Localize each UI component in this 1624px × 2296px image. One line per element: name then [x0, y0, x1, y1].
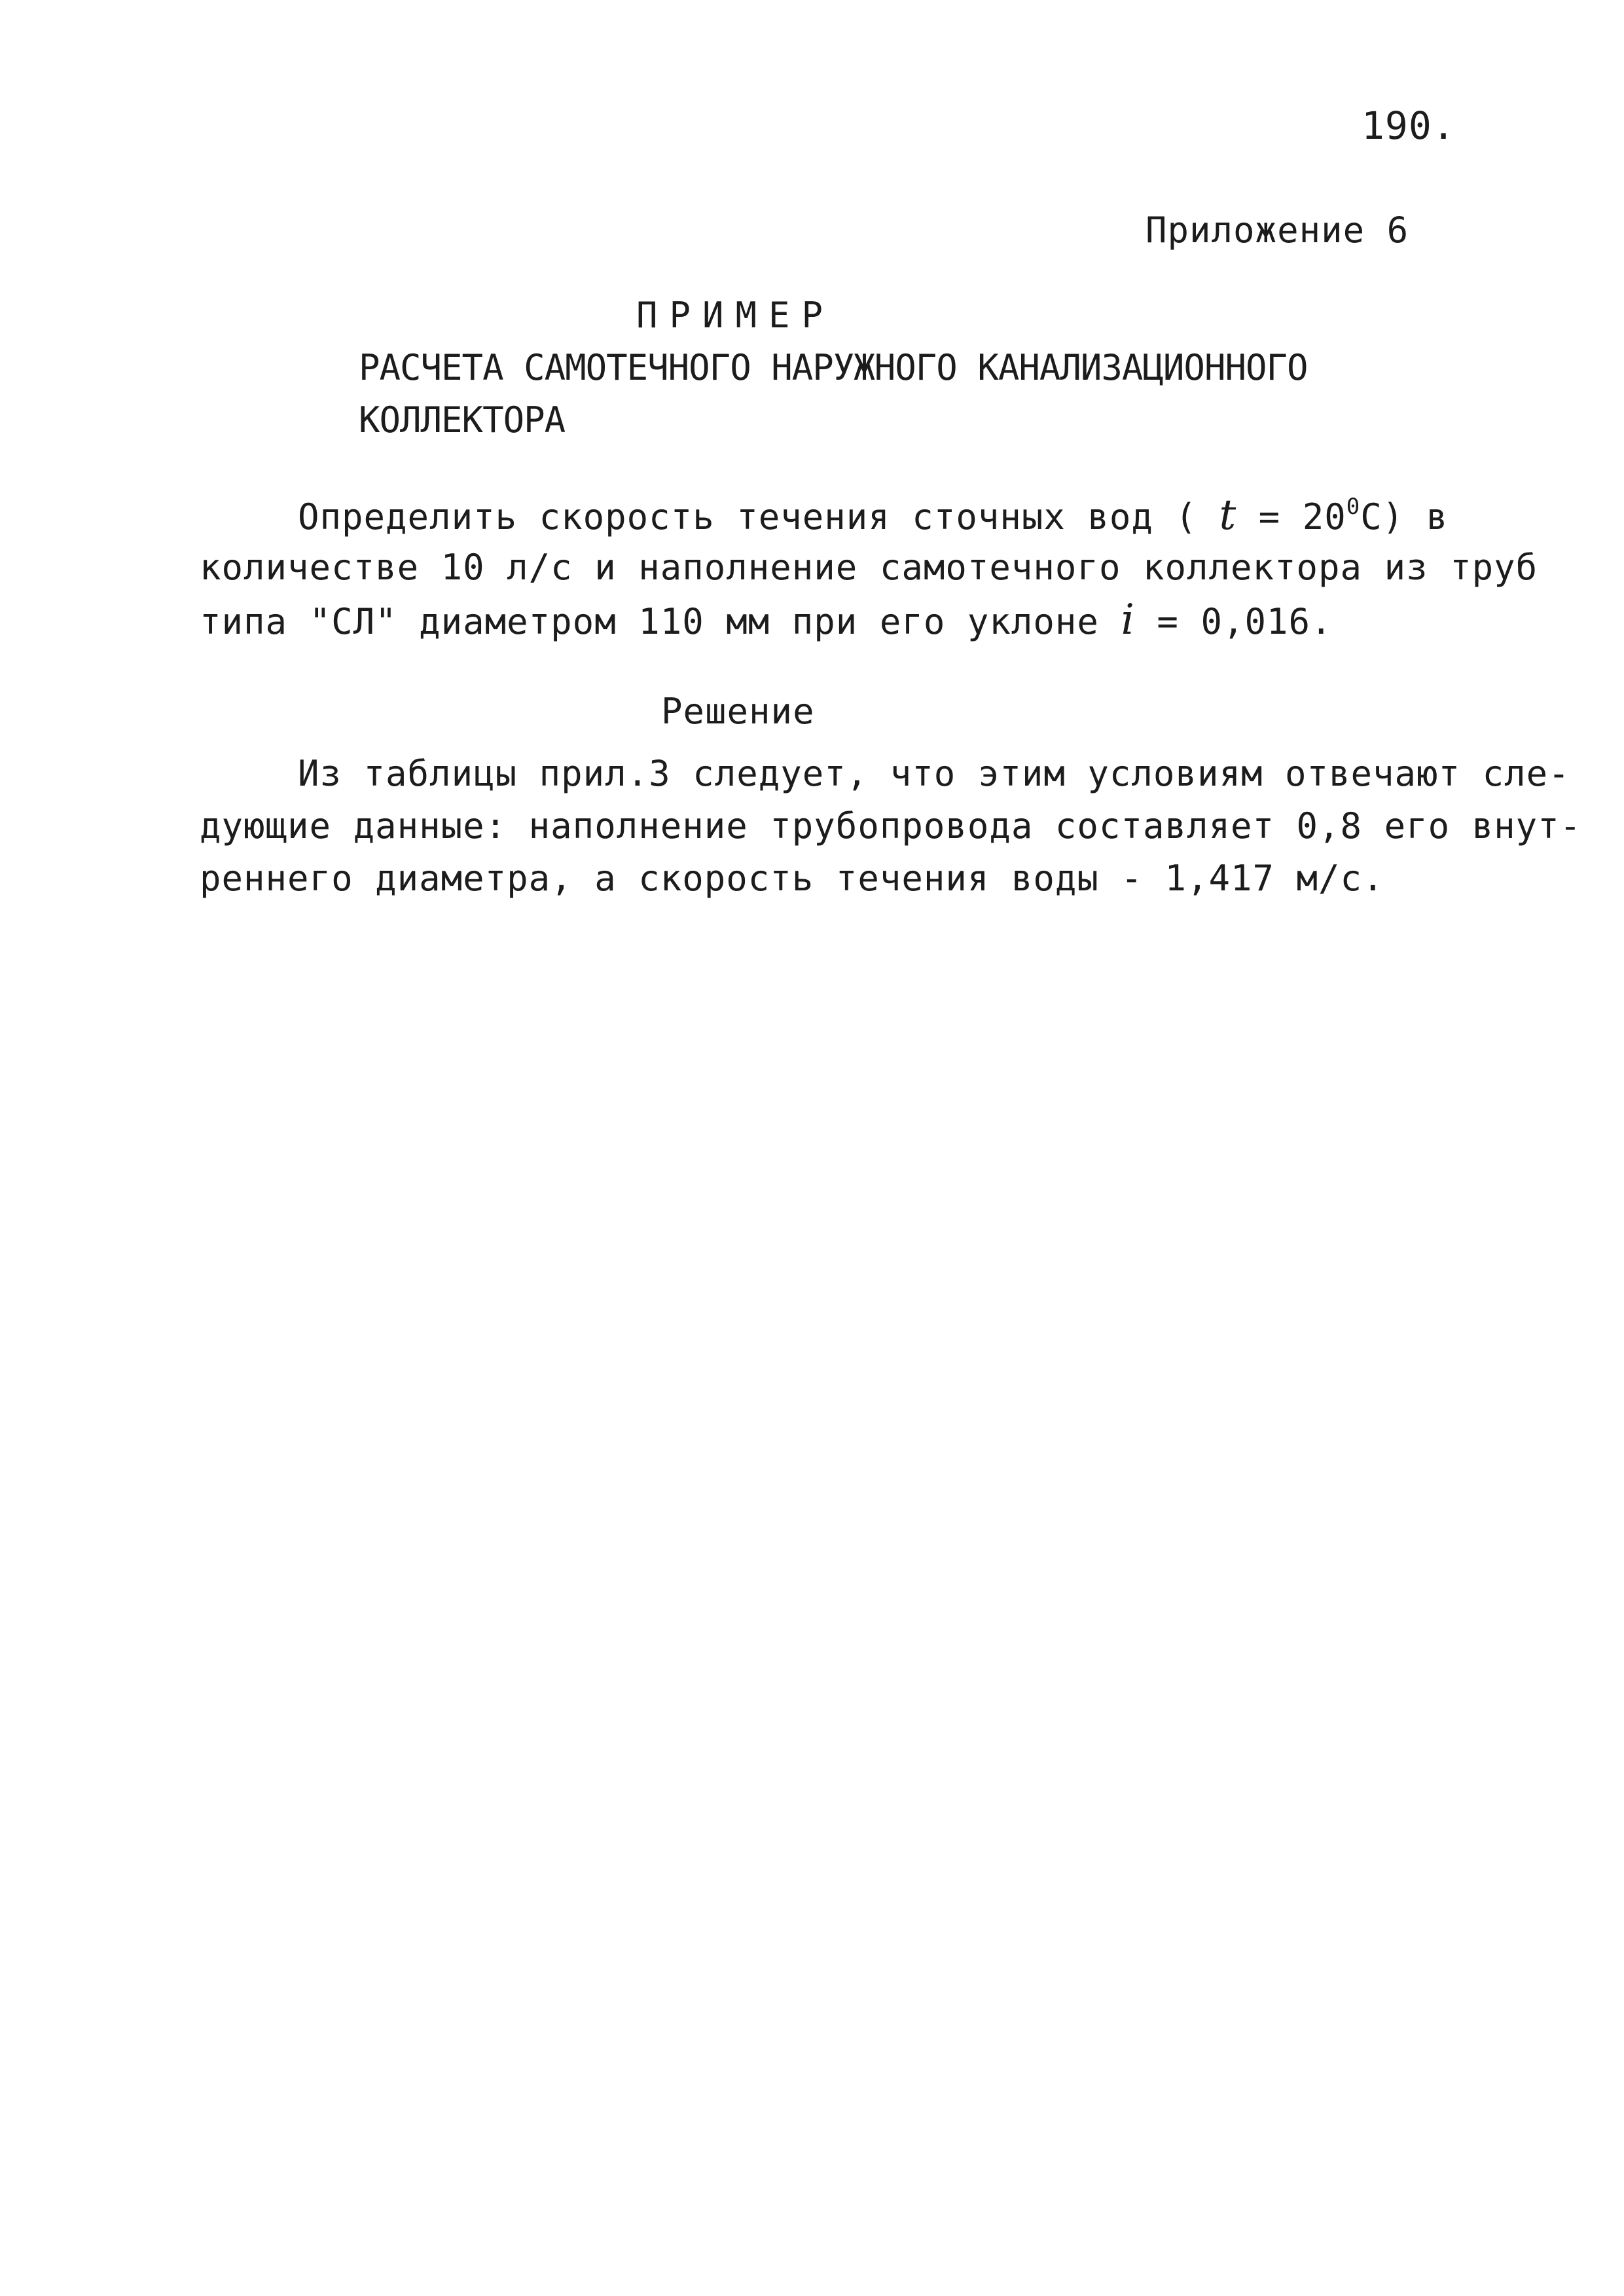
task-line-3-text: типа "СЛ" диаметром 110 мм при его уклоне — [200, 601, 1121, 642]
solution-line-1-text: Из таблицы прил.3 следует, что этим условиям отвечают сле- — [298, 753, 1570, 794]
task-line-1-equals: = 20 — [1236, 496, 1346, 538]
heading-subtitle-line-1: РАСЧЕТА САМОТЕЧНОГО НАРУЖНОГО КАНАЛИЗАЦИОННОГО — [359, 347, 1308, 388]
task-line-1-end: С) в — [1360, 496, 1449, 538]
task-line-3 — [200, 596, 1333, 644]
task-line-3-end: = 0,016. — [1134, 601, 1333, 642]
temperature-variable: t — [1219, 491, 1237, 539]
task-line-1 — [200, 491, 1449, 539]
heading-main: ПРИМЕР — [636, 295, 835, 336]
solution-line-2: дующие данные: наполнение трубопровода составляет 0,8 его внут- — [200, 805, 1582, 847]
page-number: 190. — [1362, 103, 1456, 148]
task-line-1-text: Определить скорость течения сточных вод ( — [298, 496, 1219, 538]
appendix-label: Приложение 6 — [1146, 210, 1409, 251]
degree-superscript: 0 — [1346, 494, 1361, 520]
task-line-2: количестве 10 л/с и наполнение самотечного коллектора из труб — [200, 547, 1538, 588]
solution-line-3: реннего диаметра, а скорость течения воды - 1,417 м/с. — [200, 858, 1384, 899]
slope-variable: i — [1121, 596, 1135, 644]
solution-line-1 — [200, 753, 1570, 795]
heading-subtitle-line-2: КОЛЛЕКТОРА — [359, 399, 566, 441]
solution-title: Решение — [661, 691, 815, 732]
